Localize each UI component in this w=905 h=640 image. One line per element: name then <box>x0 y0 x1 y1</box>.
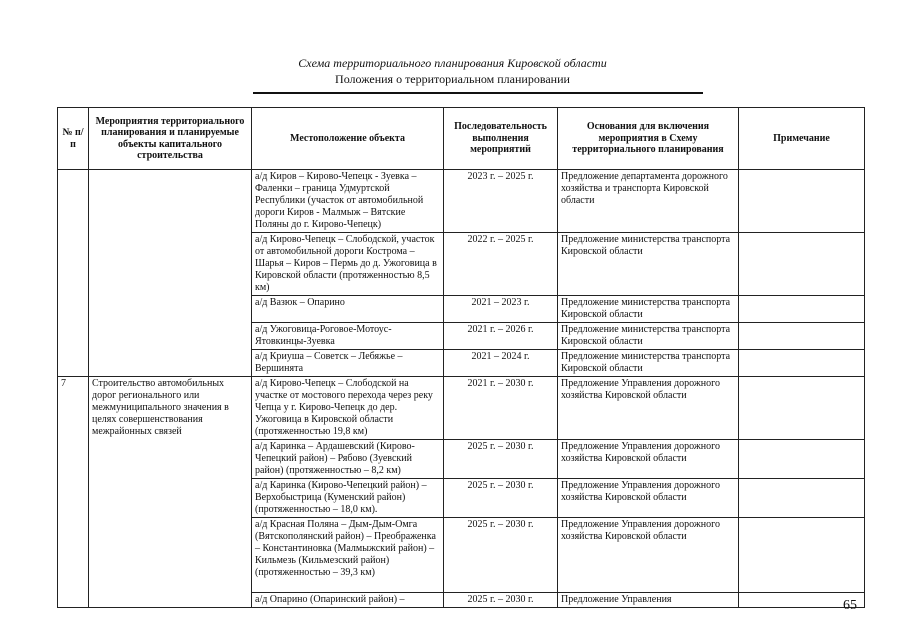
cell-period: 2021 – 2023 г. <box>444 296 558 323</box>
cell-measure: Строительство автомобильных дорог регионального или межмуниципального значения в целях совершенствования межрайонных связей <box>89 377 252 608</box>
cell-note <box>739 170 865 233</box>
table-row <box>58 377 865 440</box>
header-rule <box>253 92 703 94</box>
cell-number <box>58 170 89 377</box>
planning-table <box>57 107 865 608</box>
col-header-number: № п/п <box>58 108 89 170</box>
cell-basis: Предложение министерства транспорта Кировской области <box>558 233 739 296</box>
cell-note <box>739 323 865 350</box>
cell-measure <box>89 170 252 377</box>
cell-location: а/д Красная Поляна – Дым-Дым-Омга (Вятскополянский район) – Преображенка – Константиновка (Малмыжский район) – Кильмезь (Кильмезский район) (протяженностью – 39,3 км) <box>252 518 444 593</box>
cell-note <box>739 296 865 323</box>
col-header-period: Последовательность выполнения мероприятий <box>444 108 558 170</box>
cell-basis: Предложение Управления дорожного хозяйства Кировской области <box>558 518 739 593</box>
cell-location: а/д Опарино (Опаринский район) – <box>252 593 444 608</box>
cell-period: 2025 г. – 2030 г. <box>444 593 558 608</box>
document-title: Схема территориального планирования Кировской области <box>298 56 607 70</box>
col-header-location: Местоположение объекта <box>252 108 444 170</box>
cell-basis: Предложение Управления дорожного хозяйства Кировской области <box>558 440 739 479</box>
cell-period: 2025 г. – 2030 г. <box>444 479 558 518</box>
cell-note <box>739 440 865 479</box>
cell-location: а/д Каринка – Ардашевский (Кирово-Чепецкий район) – Рябово (Зуевский район) (протяженностью – 8,2 км) <box>252 440 444 479</box>
cell-note <box>739 233 865 296</box>
cell-period: 2021 – 2024 г. <box>444 350 558 377</box>
cell-location: а/д Киров – Кирово-Чепецк - Зуевка – Фаленки – граница Удмуртской Республики (участок от автомобильной дороги Киров - Малмыж – Вятские Поляны до г. Кирово-Чепецк) <box>252 170 444 233</box>
cell-basis: Предложение департамента дорожного хозяйства и транспорта Кировской области <box>558 170 739 233</box>
cell-number: 7 <box>58 377 89 608</box>
col-header-measure: Мероприятия территориального планирования и планируемые объекты капитального строительства <box>89 108 252 170</box>
cell-period: 2022 г. – 2025 г. <box>444 233 558 296</box>
cell-basis: Предложение Управления <box>558 593 739 608</box>
cell-period: 2025 г. – 2030 г. <box>444 518 558 593</box>
cell-location: а/д Каринка (Кирово-Чепецкий район) – Верхобыстрица (Куменский район) (протяженностью – 18,0 км). <box>252 479 444 518</box>
cell-note <box>739 479 865 518</box>
cell-location: а/д Кирово-Чепецк – Слободской, участок от автомобильной дороги Кострома – Шарья – Киров – Пермь до д. Ужоговица в Кировской области (протяженностью 8,5 км) <box>252 233 444 296</box>
cell-location: а/д Вазюк – Опарино <box>252 296 444 323</box>
cell-basis: Предложение министерства транспорта Кировской области <box>558 323 739 350</box>
cell-period: 2025 г. – 2030 г. <box>444 440 558 479</box>
cell-period: 2023 г. – 2025 г. <box>444 170 558 233</box>
cell-basis: Предложение Управления дорожного хозяйства Кировской области <box>558 479 739 518</box>
cell-note <box>739 377 865 440</box>
cell-location: а/д Ужоговица-Роговое-Мотоус-Ятовкинцы-Зуевка <box>252 323 444 350</box>
table-row <box>58 170 865 233</box>
cell-location: а/д Криуша – Советск – Лебяжье – Вершинята <box>252 350 444 377</box>
page-number: 65 <box>843 598 857 613</box>
cell-basis: Предложение Управления дорожного хозяйства Кировской области <box>558 377 739 440</box>
cell-basis: Предложение министерства транспорта Кировской области <box>558 296 739 323</box>
cell-note <box>739 350 865 377</box>
col-header-note: Примечание <box>739 108 865 170</box>
document-subtitle: Положения о территориальном планировании <box>335 72 570 86</box>
col-header-basis: Основания для включения мероприятия в Схему территориального планирования <box>558 108 739 170</box>
cell-basis: Предложение министерства транспорта Кировской области <box>558 350 739 377</box>
table-header-row <box>58 108 865 170</box>
cell-period: 2021 г. – 2026 г. <box>444 323 558 350</box>
cell-note <box>739 518 865 593</box>
cell-location: а/д Кирово-Чепецк – Слободской на участке от мостового перехода через реку Чепца у г. Кирово-Чепецк до дер. Ужоговица в Кировской области (протяженностью 19,8 км) <box>252 377 444 440</box>
cell-period: 2021 г. – 2030 г. <box>444 377 558 440</box>
